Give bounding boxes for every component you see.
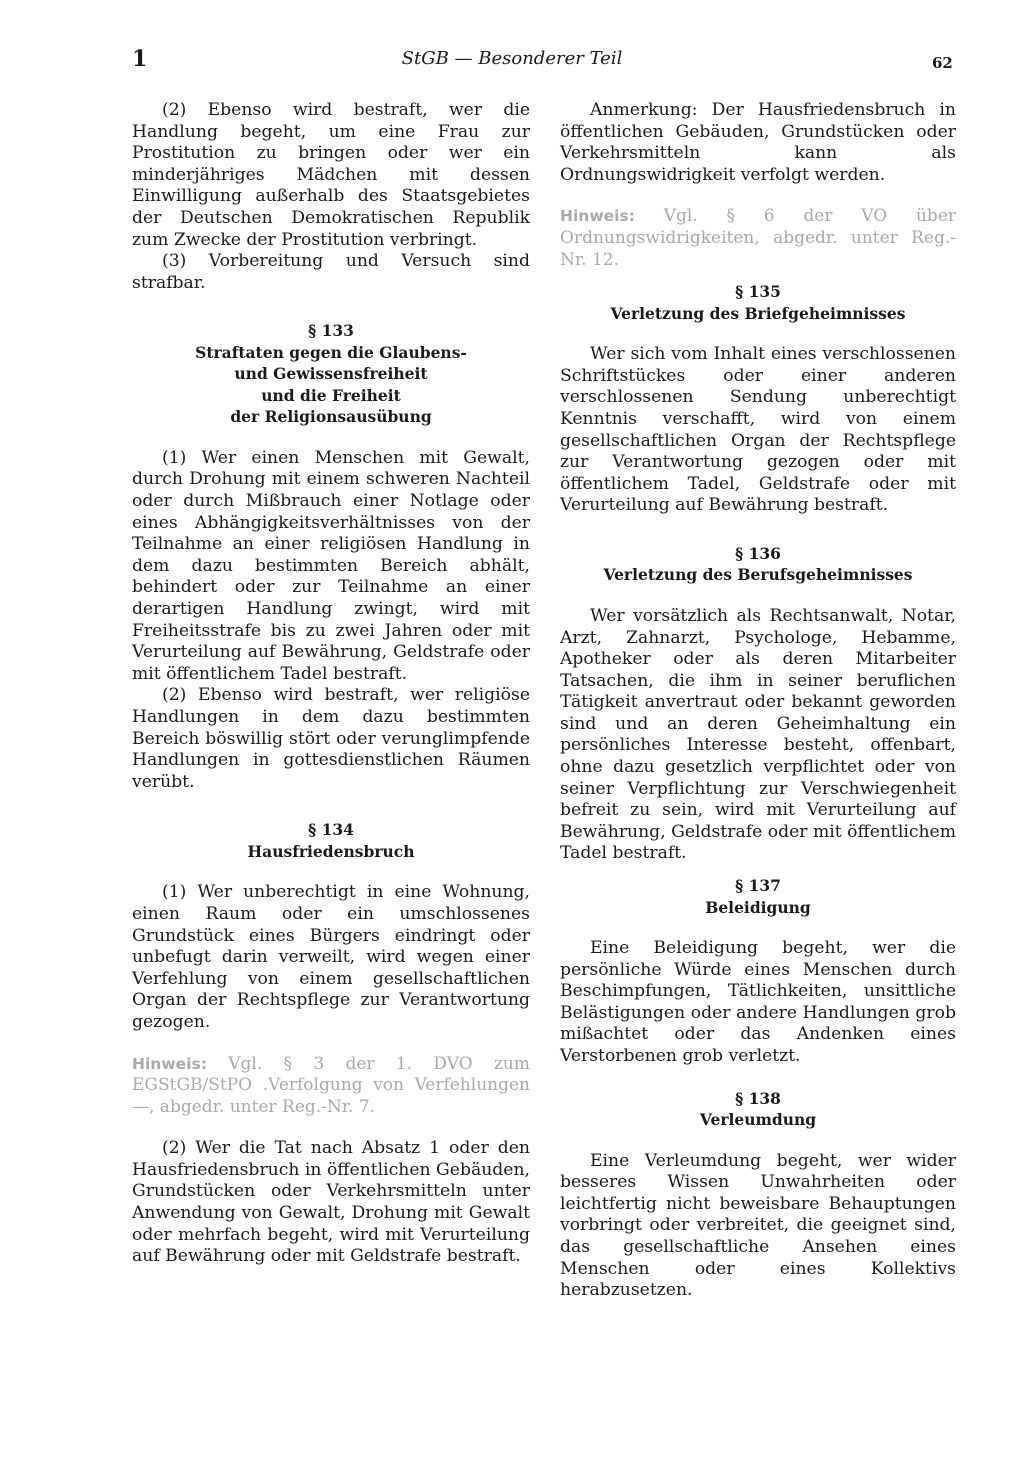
section-136-heading bbox=[560, 543, 956, 586]
anmerkung: Anmerkung: Der Hausfriedensbruch in öffentlichen Gebäuden, Grundstücken oder Verkehrsmitteln kann als Ordnungswidrigkeit verfolgt werden. bbox=[560, 100, 956, 185]
section-title: Verleumdung bbox=[699, 1110, 817, 1130]
paragraph-133-2: (2) Ebenso wird bestraft, wer religiöse Handlungen in dem dazu bestimmten Bereich böswillig stört oder verunglimpfende Handlungen in gottesdienstlichen Räumen verübt. bbox=[132, 685, 530, 792]
note-text: Vgl. § 3 der 1. DVO zum EGStGB/StPO .Verfolgung von Verfehlungen —, abgedr. unter Reg.-Nr. 7. bbox=[132, 1053, 530, 1117]
section-number: § 138 bbox=[735, 1088, 781, 1108]
left-column bbox=[132, 100, 530, 1268]
note-label: Hinweis: bbox=[132, 1054, 207, 1073]
section-title: Verletzung des Briefgeheimnisses bbox=[610, 303, 906, 323]
section-137-heading bbox=[560, 875, 956, 918]
section-135-heading bbox=[560, 281, 956, 324]
section-title-line: der Religionsausübung bbox=[230, 407, 432, 427]
paragraph-134-2: (2) Wer die Tat nach Absatz 1 oder den Hausfriedensbruch in öffentlichen Gebäuden, Grundstücken oder Verkehrsmitteln unter Anwendung von Gewalt, Drohung mit Gewalt oder mehrfach begeht, wird mit Verurteilung auf Bewährung oder mit Geldstrafe bestraft. bbox=[132, 1138, 530, 1267]
paragraph-132-3: (3) Vorbereitung und Versuch sind strafbar. bbox=[132, 251, 530, 293]
section-138-heading bbox=[560, 1088, 956, 1131]
section-134-heading bbox=[132, 819, 530, 862]
running-title: StGB — Besonderer Teil bbox=[401, 48, 623, 69]
paragraph-133-1: (1) Wer einen Menschen mit Gewalt, durch Drohung mit einem schweren Nachteil oder durch Mißbrauch einer Notlage oder eines Abhängigkeitsverhältnisses von der Teilnahme an einer religiösen Handlung in dem dazu bestimmten Bereich abhält, behindert oder zur Teilnahme an einer derartigen Handlung zwingt, wird mit Freiheitsstrafe bis zu zwei Jahren oder mit Verurteilung auf Bewährung, Geldstrafe oder mit öffentlichem Tadel bestraft. bbox=[132, 447, 530, 684]
chapter-number: 1 bbox=[132, 46, 148, 72]
paragraph-134-1: (1) Wer unberechtigt in eine Wohnung, einen Raum oder ein umschlossenes Grundstück eines Bürgers eindringt oder unbefugt darin verweilt, wird wegen einer Verfehlung von einem gesellschaftlichen Organ der Rechtspflege zur Verantwortung gezogen. bbox=[132, 882, 530, 1032]
section-title-line: Straftaten gegen die Glaubens- bbox=[195, 342, 467, 362]
paragraph-132-2: (2) Ebenso wird bestraft, wer die Handlung begeht, um eine Frau zur Prostitution zu bringen oder wer ein minderjähriges Mädchen mit dessen Einwilligung außerhalb des Staatsgebietes der Deutschen Demokratischen Republik zum Zwecke der Prostitution verbringt. bbox=[132, 100, 530, 250]
section-number: § 134 bbox=[308, 820, 354, 840]
page-header bbox=[0, 44, 1024, 80]
section-number: § 136 bbox=[735, 543, 781, 563]
note-134 bbox=[132, 1054, 530, 1119]
paragraph-136: Wer vorsätzlich als Rechtsanwalt, Notar, Arzt, Zahnarzt, Psychologe, Hebamme, Apotheker oder als deren Mitarbeiter Tatsachen, die ihm in seiner beruflichen Tätigkeit anvertraut oder bekannt geworden sind und an deren Geheimhaltung ein persönliches Interesse besteht, offenbart, ohne dazu gesetzlich verpflichtet oder von seiner Verpflichtung zur Verschwiegenheit befreit zu sein, wird mit Verurteilung auf Bewährung, Geldstrafe oder mit öffentlichem Tadel bestraft. bbox=[560, 605, 956, 864]
paragraph-135: Wer sich vom Inhalt eines verschlossenen Schriftstückes oder einer anderen verschlossenen Sendung unberechtigt Kenntnis verschafft, wird von einem gesellschaftlichen Organ der Rechtspflege zur Verantwortung gezogen oder mit öffentlichem Tadel, Geldstrafe oder mit Verurteilung auf Bewährung bestraft. bbox=[560, 344, 956, 516]
section-title: Verletzung des Berufsgeheimnisses bbox=[603, 565, 913, 585]
section-title: Hausfriedensbruch bbox=[247, 841, 415, 861]
paragraph-138: Eine Verleumdung begeht, wer wider besseres Wissen Unwahrheiten oder leichtfertig nicht beweisbare Behauptungen vorbringt oder verbreitet, die geeignet sind, das gesellschaftliche Ansehen eines Menschen oder eines Kollektivs herabzusetzen. bbox=[560, 1150, 956, 1301]
note-text: Vgl. § 6 der VO über Ordnungswidrigkeiten, abgedr. unter Reg.-Nr. 12. bbox=[560, 206, 957, 270]
section-title-line: und Gewissensfreiheit bbox=[234, 364, 428, 384]
section-133-heading bbox=[132, 320, 530, 428]
note-right bbox=[560, 206, 956, 271]
note-label: Hinweis: bbox=[560, 207, 635, 226]
section-title-line: und die Freiheit bbox=[261, 385, 401, 405]
section-number: § 137 bbox=[735, 876, 781, 896]
page-number: 62 bbox=[932, 54, 953, 72]
section-title: Beleidigung bbox=[705, 897, 811, 917]
right-column bbox=[560, 100, 956, 1302]
paragraph-137: Eine Beleidigung begeht, wer die persönliche Würde eines Menschen durch Beschimpfungen, Tätlichkeiten, unsittliche Belästigungen oder andere Handlungen grob mißachtet oder das Andenken eines Verstorbenen grob verletzt. bbox=[560, 938, 956, 1066]
section-number: § 133 bbox=[308, 321, 354, 341]
section-number: § 135 bbox=[735, 282, 781, 302]
